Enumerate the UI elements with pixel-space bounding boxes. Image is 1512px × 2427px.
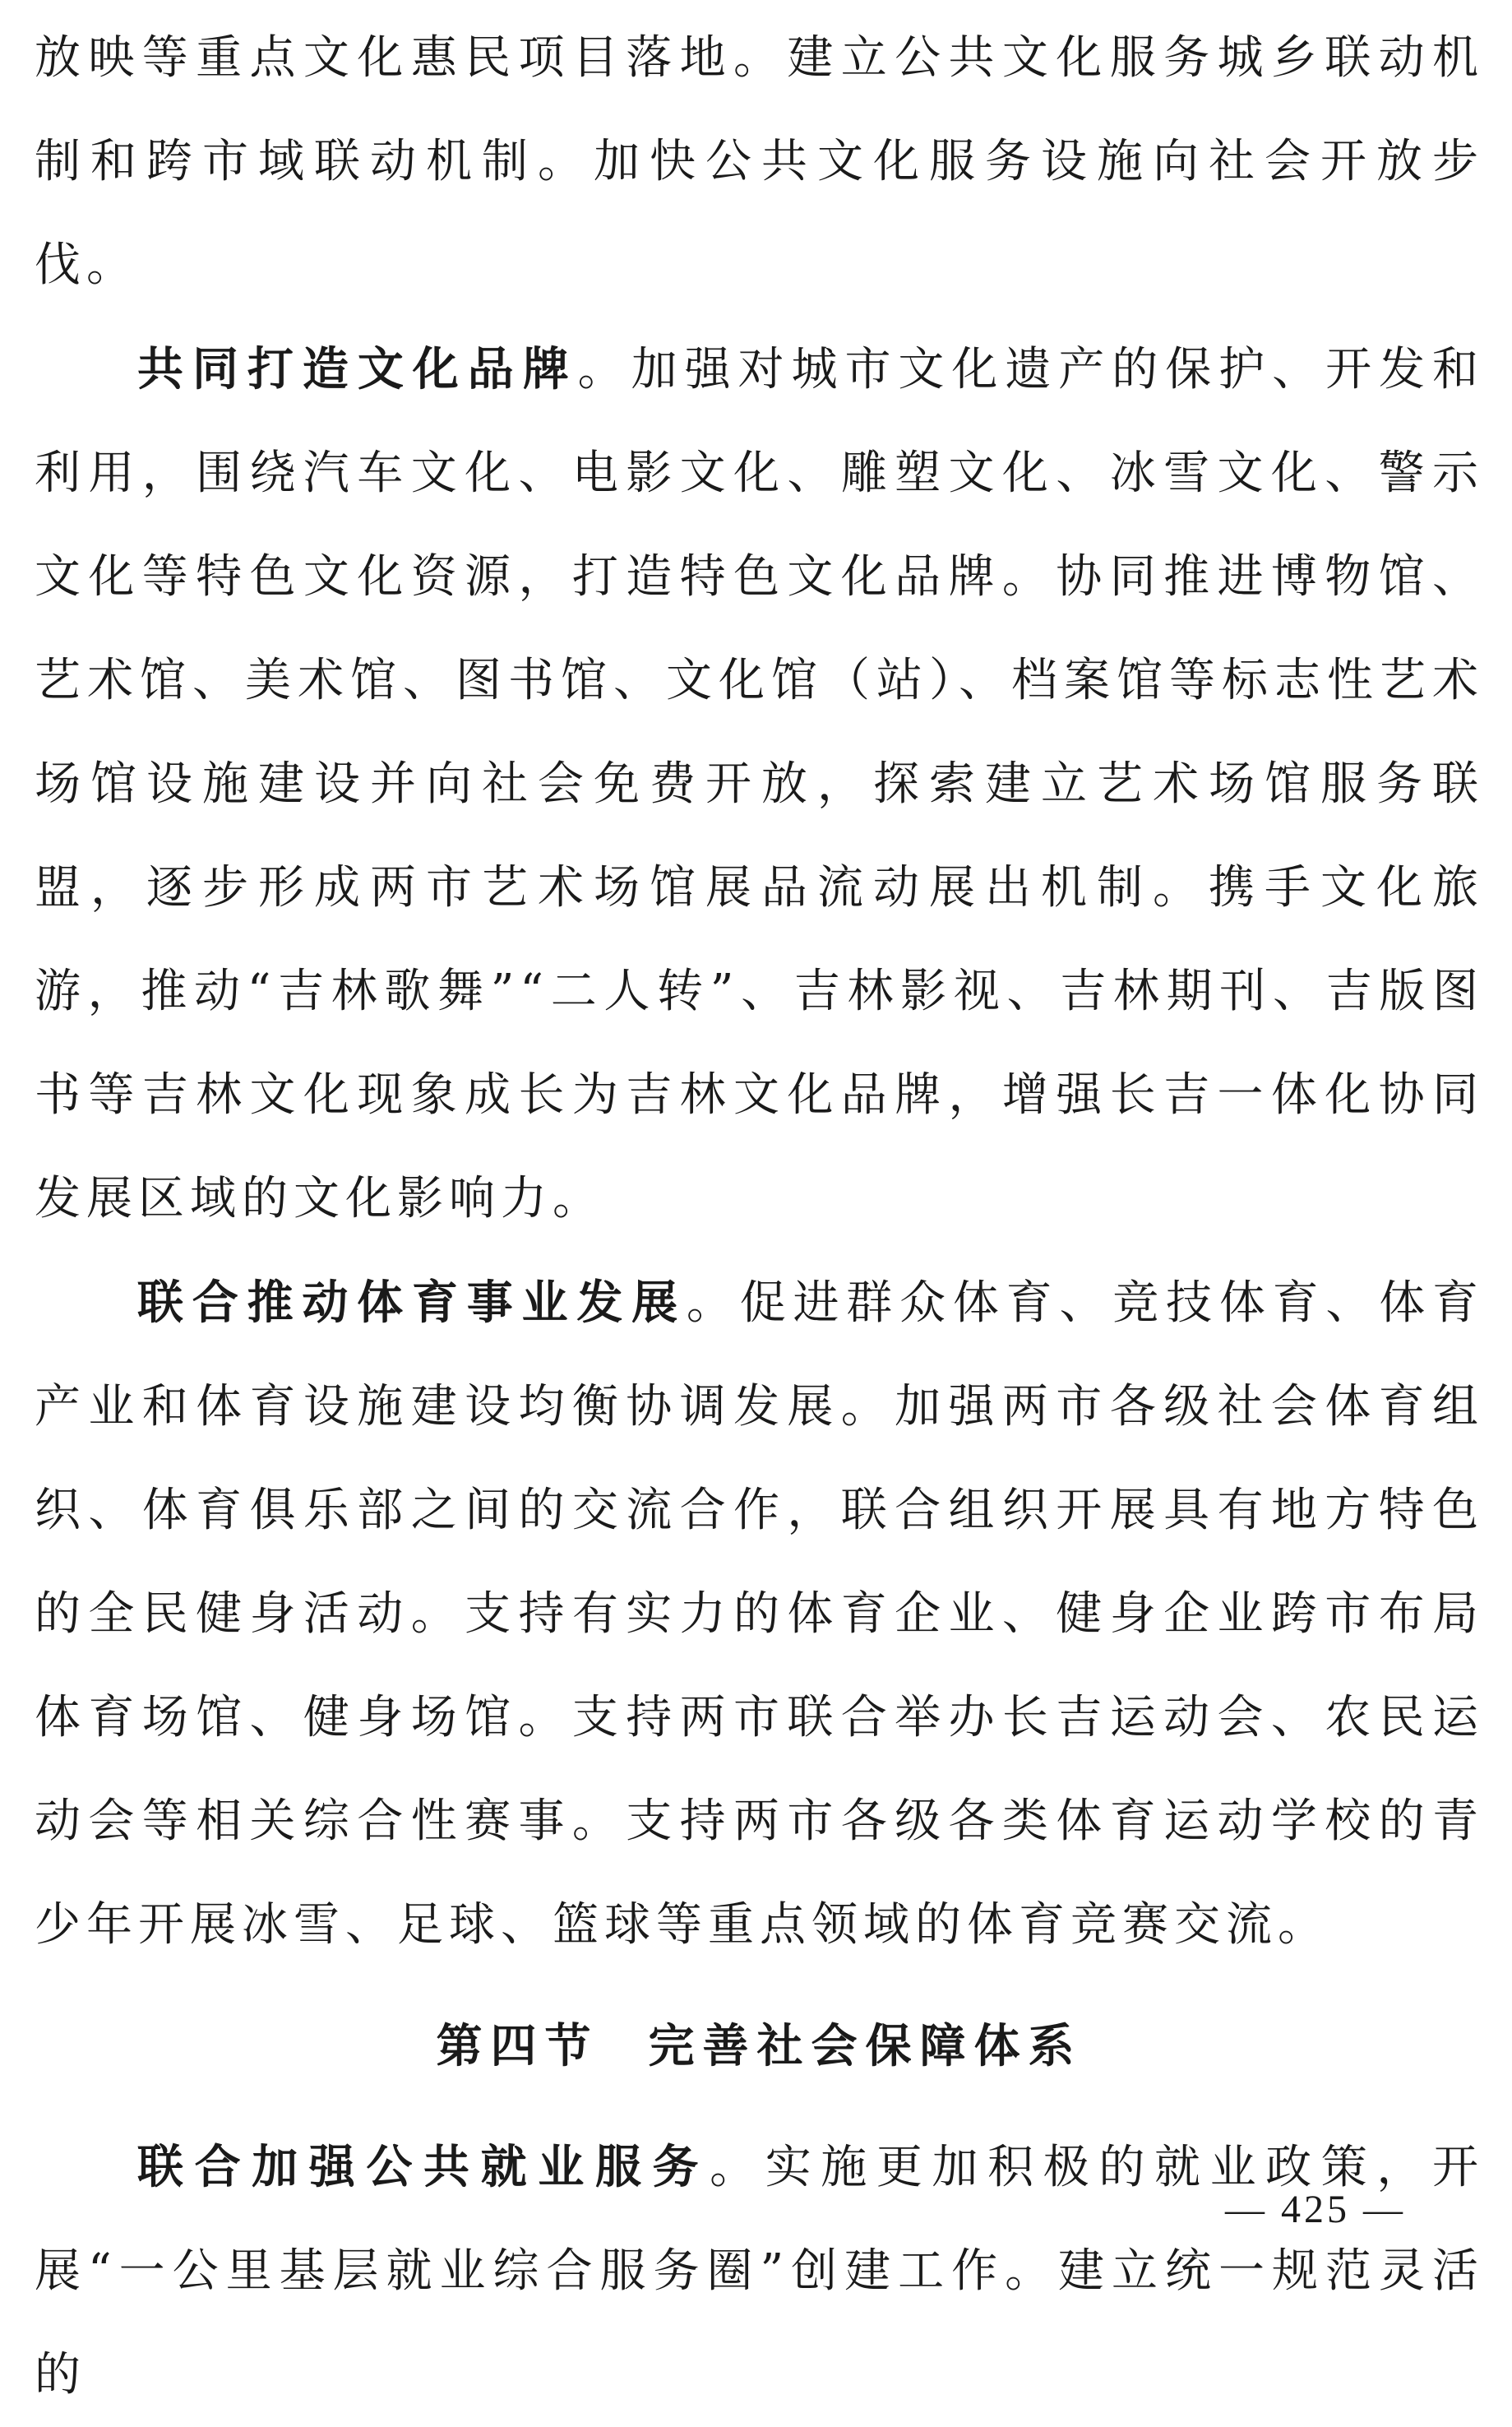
paragraph-lead-heading: 共同打造文化品牌 — [137, 342, 578, 396]
paragraph-sports-development — [35, 1251, 1484, 1977]
document-page — [35, 0, 1484, 2427]
paragraph-employment-services — [35, 2115, 1484, 2427]
paragraph-lead-heading: 联合加强公共就业服务 — [137, 2140, 710, 2194]
paragraph-cultural-brand — [35, 317, 1484, 1251]
section-title: 完善社会保障体系 — [648, 2019, 1083, 2073]
paragraph-text: 。实施更加积极的就业政策，开展“一公里基层就业综合服务圈”创建工作。建立统一规范灵活的 — [35, 2141, 1485, 2402]
paragraph-cultural-services-continued — [35, 7, 1484, 317]
paragraph-text: 。促进群众体育、竞技体育、体育产业和体育设施建设均衡协调发展。加强两市各级社会体育组织、体育俱乐部之间的交流合作，联合组织开展具有地方特色的全民健身活动。支持有实力的体育企业、健身企业跨市布局体育场馆、健身场馆。支持两市联合举办长吉运动会、农民运动会等相关综合性赛事。支持两市各级各类体育运动学校的青少年开展冰雪、足球、篮球等重点领域的体育竞赛交流。 — [35, 1276, 1485, 1952]
section-heading — [35, 2000, 1484, 2092]
paragraph-text: 放映等重点文化惠民项目落地。建立公共文化服务城乡联动机制和跨市域联动机制。加快公共文化服务设施向社会开放步伐。 — [35, 31, 1484, 292]
section-number: 第四节 — [436, 2019, 599, 2073]
paragraph-lead-heading: 联合推动体育事业发展 — [137, 1276, 687, 1330]
page-number: — 425 — — [1225, 2188, 1406, 2231]
paragraph-text: 。加强对城市文化遗产的保护、开发和利用，围绕汽车文化、电影文化、雕塑文化、冰雪文化、警示文化等特色文化资源，打造特色文化品牌。协同推进博物馆、艺术馆、美术馆、图书馆、文化馆（站）、档案馆等标志性艺术场馆设施建设并向社会免费开放，探索建立艺术场馆服务联盟，逐步形成两市艺术场馆展品流动展出机制。携手文化旅游，推动“吉林歌舞”“二人转”、吉林影视、吉林期刊、吉版图书等吉林文化现象成长为吉林文化品牌，增强长吉一体化协同发展区域的文化影响力。 — [35, 343, 1485, 1225]
